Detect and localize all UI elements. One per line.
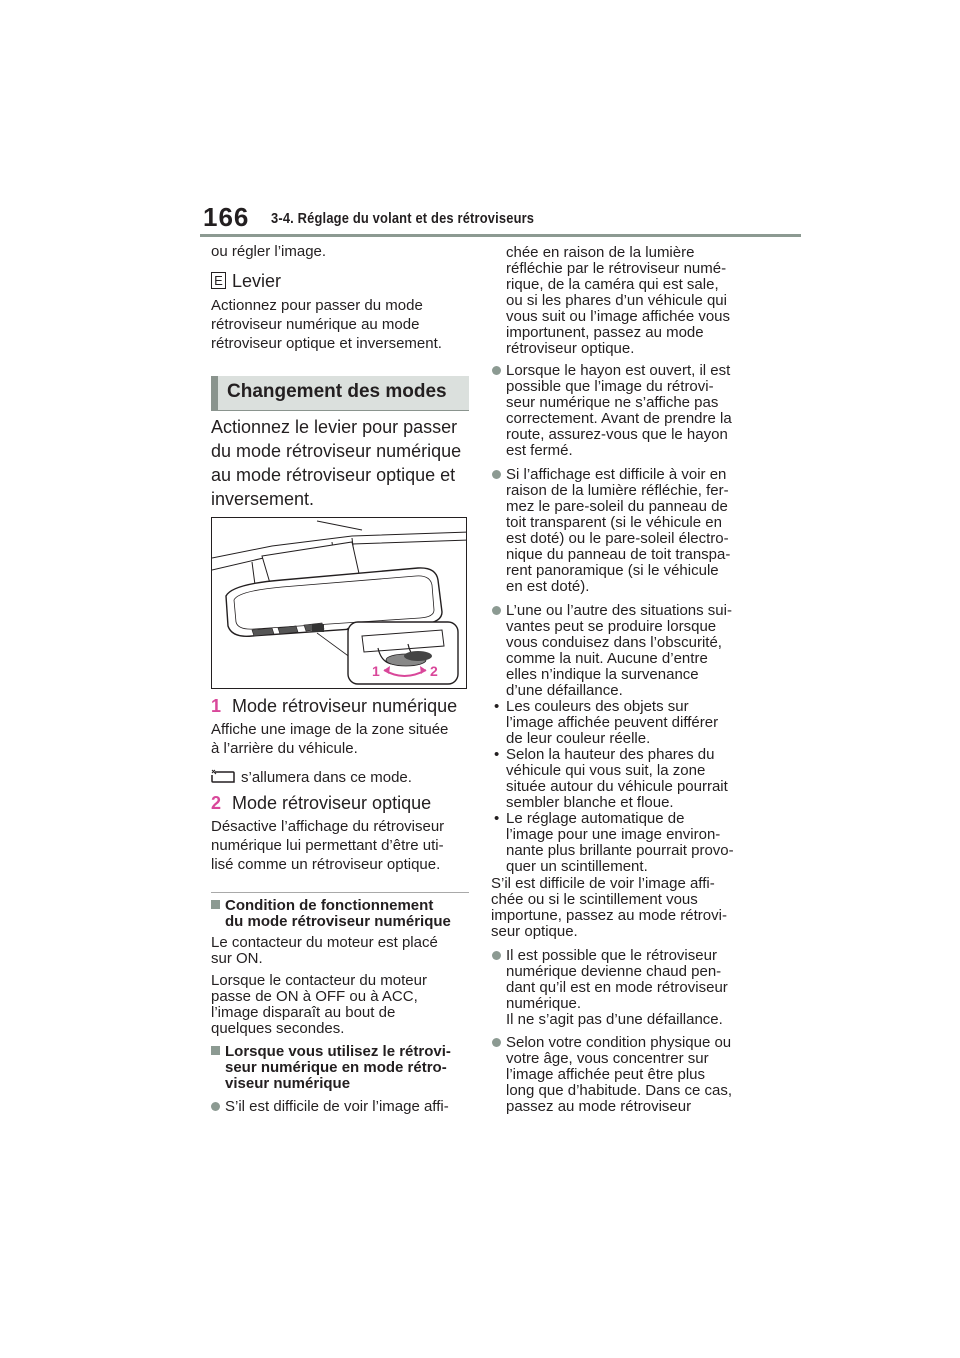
cond-heading-text: Condition de fonctionnement	[225, 897, 434, 914]
e-desc-line: rétroviseur optique et inversement.	[211, 335, 442, 352]
b6-line: Selon votre condition physique ou	[506, 1034, 732, 1051]
instruction-line: du mode rétroviseur numérique	[211, 441, 462, 461]
mode1-desc-line: Affiche une image de la zone située	[211, 721, 449, 738]
mode2-label: Mode rétroviseur optique	[232, 793, 432, 813]
b4-line: vantes peut se produire lorsque	[506, 618, 717, 635]
b3-line: nique du panneau de toit transpa-	[506, 546, 731, 563]
para-line: chée ou si le scintillement vous	[491, 891, 698, 908]
page-number: 166	[203, 202, 250, 232]
b5-line: numérique.	[506, 995, 582, 1012]
bullet-dot-icon	[492, 951, 501, 960]
b1-cont-line: rique, de la caméra qui est sale,	[506, 276, 719, 293]
section-heading	[211, 376, 469, 410]
using-heading-line: viseur numérique	[225, 1075, 351, 1092]
bullet-dot-icon	[492, 606, 501, 615]
mode1-icon-text: s’allumera dans ce mode.	[241, 769, 412, 786]
bullet-dot-icon	[211, 1102, 220, 1111]
mode2-desc-line: Désactive l’affichage du rétroviseur	[211, 818, 445, 835]
b3-line: rent panoramique (si le véhicule	[506, 562, 719, 579]
b2-line: seur numérique ne s’affiche pas	[506, 394, 719, 411]
using-heading-line: seur numérique en mode rétro-	[225, 1059, 447, 1076]
b4-line: vous conduisez dans l’obscurité,	[506, 634, 722, 651]
b6-line: passez au mode rétroviseur	[506, 1098, 692, 1115]
sub3-line: quer un scintillement.	[506, 858, 648, 875]
mirror-drawing	[212, 518, 467, 689]
b5-line: dant qu’il est en mode rétroviseur	[506, 979, 728, 996]
using-heading	[211, 1044, 451, 1059]
sub2-line: Selon la hauteur des phares du	[506, 746, 715, 763]
para-line: importune, passez au mode rétrovi-	[491, 907, 727, 924]
b3-line: est doté) ou le pare-soleil électro-	[506, 530, 729, 547]
sub2-line: véhicule qui vous suit, la zone	[506, 762, 706, 779]
b1-cont-line: importunent, passez au mode	[506, 324, 704, 341]
instruction-line: inversement.	[211, 489, 315, 509]
b2-line: correctement. Avant de prendre la	[506, 410, 732, 427]
instruction-line: au mode rétroviseur optique et	[211, 465, 456, 485]
square-bullet-icon	[211, 900, 220, 909]
item-e-label: Levier	[232, 271, 282, 291]
cond-p2-line: quelques secondes.	[211, 1020, 345, 1037]
cond-p2-line: passe de ON à OFF ou à ACC,	[211, 988, 418, 1005]
sub-bullet-icon: •	[494, 746, 500, 763]
b3-line: raison de la lumière réfléchie, fer-	[506, 482, 729, 499]
bullet-dot-icon	[492, 366, 501, 375]
sub2-line: sembler blanche et floue.	[506, 794, 674, 811]
b4-line: L’une ou l’autre des situations sui-	[506, 602, 732, 619]
sub3-line: Le réglage automatique de	[506, 810, 685, 827]
b3-line: mez le pare-soleil du panneau de	[506, 498, 728, 515]
e-desc-line: Actionnez pour passer du mode	[211, 297, 423, 314]
mode1-desc-line: à l’arrière du véhicule.	[211, 740, 358, 757]
square-bullet-icon	[211, 1046, 220, 1055]
b5-line: Il ne s’agit pas d’une défaillance.	[506, 1011, 723, 1028]
subsection-separator	[211, 892, 469, 893]
instruction-line: Actionnez le levier pour passer	[211, 417, 458, 437]
figure-label-1: 1	[372, 663, 380, 679]
b6-line: l’image affichée peut être plus	[506, 1066, 706, 1083]
sub1-line: de leur couleur réelle.	[506, 730, 651, 747]
figure-label-2: 2	[430, 663, 438, 679]
b1-cont-line: rétroviseur optique.	[506, 340, 635, 357]
bullet-dot-icon	[492, 1038, 501, 1047]
b3-line: toit transparent (si le véhicule en	[506, 514, 722, 531]
digital-mirror-indicator-icon	[211, 769, 235, 785]
b2-line: possible que l’image du rétrovi-	[506, 378, 714, 395]
b5-line: numérique devienne chaud pen-	[506, 963, 722, 980]
mode1-number: 1	[211, 696, 222, 716]
b2-line: route, assurez-vous que le hayon	[506, 426, 728, 443]
section-heading-underline	[211, 410, 469, 411]
mode1-label: Mode rétroviseur numérique	[232, 696, 458, 716]
mode2-desc-line: numérique lui permettant d’être uti-	[211, 837, 444, 854]
cond-heading	[211, 898, 433, 913]
mirror-illustration	[211, 517, 467, 689]
b4-line: comme la nuit. Aucune d’entre	[506, 650, 708, 667]
cond-p2-line: l’image disparaît au bout de	[211, 1004, 396, 1021]
sub-bullet-icon: •	[494, 698, 500, 715]
section-heading-text: Changement des modes	[227, 381, 447, 402]
using-heading-text: Lorsque vous utilisez le rétrovi-	[225, 1043, 451, 1060]
section-title: 3-4. Réglage du volant et des rétroviseurs	[271, 210, 535, 227]
bullet-dot-icon	[492, 470, 501, 479]
b6-line: long que d’habitude. Dans ce cas,	[506, 1082, 732, 1099]
sub3-line: nante plus brillante pourrait provo-	[506, 842, 734, 859]
para-line: seur optique.	[491, 923, 578, 940]
cond-p1-line: sur ON.	[211, 950, 263, 967]
b2-line: est fermé.	[506, 442, 573, 459]
sub1-line: l’image affichée peuvent différer	[506, 714, 719, 731]
item-e-badge: E	[211, 272, 226, 289]
b6-line: votre âge, vous concentrer sur	[506, 1050, 709, 1067]
b1-cont-line: réfléchie par le rétroviseur numé-	[506, 260, 727, 277]
e-desc-line: rétroviseur numérique au mode	[211, 316, 420, 333]
cond-p2-line: Lorsque le contacteur du moteur	[211, 972, 427, 989]
intro-line: ou régler l’image.	[211, 243, 327, 260]
para-line: S’il est difficile de voir l’image affi-	[491, 875, 715, 892]
b3-line: Si l’affichage est difficile à voir en	[506, 466, 727, 483]
using-bullet-1: S’il est difficile de voir l’image affi-	[225, 1098, 449, 1115]
b4-line: elles n’indique la survenance	[506, 666, 699, 683]
cond-heading-line: du mode rétroviseur numérique	[225, 913, 451, 930]
b3-line: en est doté).	[506, 578, 590, 595]
mode2-number: 2	[211, 793, 222, 813]
b1-cont-line: ou si les phares d’un véhicule qui	[506, 292, 727, 309]
sub2-line: située autour du véhicule pourrait	[506, 778, 728, 795]
sub1-line: Les couleurs des objets sur	[506, 698, 689, 715]
b1-cont-line: chée en raison de la lumière	[506, 244, 695, 261]
b4-line: d’une défaillance.	[506, 682, 623, 699]
cond-p1-line: Le contacteur du moteur est placé	[211, 934, 438, 951]
sub3-line: l’image pour une image environ-	[506, 826, 721, 843]
b2-line: Lorsque le hayon est ouvert, il est	[506, 362, 731, 379]
b1-cont-line: vous suit ou l’image affichée vous	[506, 308, 731, 325]
mode2-desc-line: lisé comme un rétroviseur optique.	[211, 856, 441, 873]
header-rule	[200, 234, 801, 237]
sub-bullet-icon: •	[494, 810, 500, 827]
b5-line: Il est possible que le rétroviseur	[506, 947, 717, 964]
